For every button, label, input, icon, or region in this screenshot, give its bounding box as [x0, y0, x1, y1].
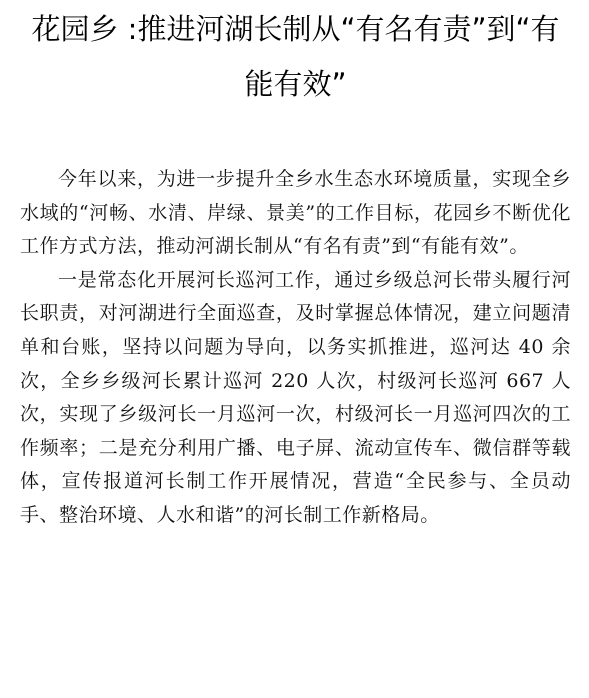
- title-line-2: 能有效”: [244, 67, 347, 101]
- title-line-1: 花园乡 :推进河湖长制从“有名有责”到“有: [31, 12, 560, 46]
- paragraph-intro: 今年以来，为进一步提升全乡水生态水环境质量，实现全乡水域的“河畅、水清、岸绿、景美”的工作目标，花园乡不断优化工作方式方法，推动河湖长制从“有名有责”到“有能有效”。: [20, 168, 571, 258]
- article-body: [20, 163, 571, 533]
- paragraph-measures: 一是常态化开展河长巡河工作，通过乡级总河长带头履行河长职责，对河湖进行全面巡查，及时掌握总体情况，建立问题清单和台账，坚持以问题为导向，以务实抓推进，巡河达 40 余次，全乡乡级河长累计巡河 220 人次，村级河长巡河 667 人次，实现了乡级河长一月巡河一次，村级河长一月巡河四次的工作频率；二是充分利用广播、电子屏、流动宣传车、微信群等载体，宣传报道河长制工作开展情况，营造“全民参与、全员动手、整治环境、人水和谐”的河长制工作新格局。: [20, 268, 571, 526]
- article-title: [20, 0, 571, 112]
